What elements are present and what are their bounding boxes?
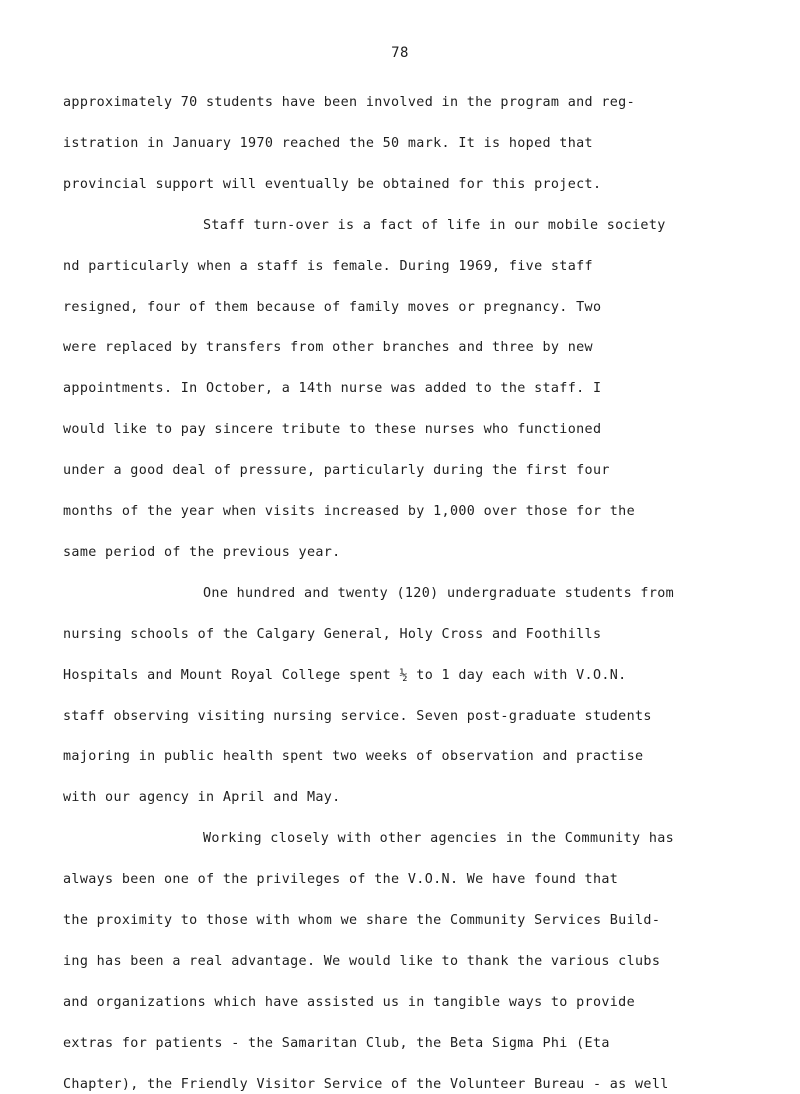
page-number: 78 xyxy=(391,45,409,61)
text-line: Staff turn-over is a fact of life in our mobile society xyxy=(203,218,666,233)
text-line: the proximity to those with whom we share the Community Services Build- xyxy=(63,913,661,928)
text-line: same period of the previous year. xyxy=(63,545,341,560)
text-line: nursing schools of the Calgary General, Holy Cross and Foothills xyxy=(63,627,602,642)
text-line: One hundred and twenty (120) undergraduate students from xyxy=(203,586,675,601)
text-line: Working closely with other agencies in the Community has xyxy=(203,831,675,846)
text-line: would like to pay sincere tribute to these nurses who functioned xyxy=(63,422,602,437)
text-line: under a good deal of pressure, particularly during the first four xyxy=(63,463,610,478)
text-line: always been one of the privileges of the V.O.N. We have found that xyxy=(63,872,619,887)
text-line: were replaced by transfers from other branches and three by new xyxy=(63,340,593,355)
text-line: staff observing visiting nursing service. Seven post-graduate students xyxy=(63,709,652,724)
text-line: and organizations which have assisted us in tangible ways to provide xyxy=(63,995,636,1010)
text-line: istration in January 1970 reached the 50 mark. It is hoped that xyxy=(63,136,593,151)
text-line: resigned, four of them because of family moves or pregnancy. Two xyxy=(63,300,602,315)
text-line: Hospitals and Mount Royal College spent ½ to 1 day each with V.O.N. xyxy=(63,668,627,683)
text-line: approximately 70 students have been involved in the program and reg- xyxy=(63,95,636,110)
text-line: ing has been a real advantage. We would like to thank the various clubs xyxy=(63,954,661,969)
text-line: extras for patients - the Samaritan Club, the Beta Sigma Phi (Eta xyxy=(63,1036,610,1051)
text-line: provincial support will eventually be obtained for this project. xyxy=(63,177,602,192)
text-line: Chapter), the Friendly Visitor Service of the Volunteer Bureau - as well xyxy=(63,1077,669,1092)
text-line: nd particularly when a staff is female. During 1969, five staff xyxy=(63,259,593,274)
text-line: with our agency in April and May. xyxy=(63,790,341,805)
text-line: appointments. In October, a 14th nurse was added to the staff. I xyxy=(63,381,602,396)
text-line: months of the year when visits increased by 1,000 over those for the xyxy=(63,504,636,519)
text-line: majoring in public health spent two weeks of observation and practise xyxy=(63,749,644,764)
